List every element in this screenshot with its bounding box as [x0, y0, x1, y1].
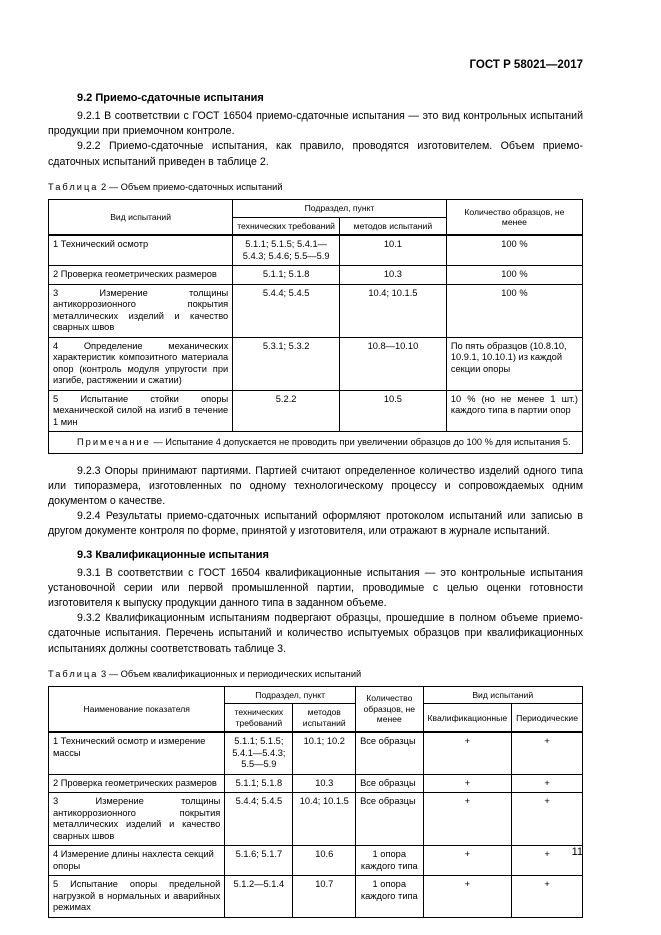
table-cell-req: 5.1.1; 5.1.8 — [233, 266, 340, 285]
table-cell-method: 10.3 — [293, 774, 356, 793]
table-row — [49, 774, 583, 793]
table-3-header-samples: Количество образцов, не менее — [356, 686, 423, 732]
table-2-header-subsection: Подраздел, пункт — [233, 200, 447, 218]
table-2-caption — [48, 180, 583, 195]
table-row — [49, 284, 583, 337]
paragraph-9-2-1: 9.2.1 В соответствии с ГОСТ 16504 приемо-сдаточные испытания — это вид контрольных испытаний продукции при приемочном контроле. — [48, 110, 583, 138]
table-row — [49, 876, 583, 918]
table-cell-periodic: + — [512, 876, 583, 918]
table-2-header-samples: Количество образцов, не менее — [446, 200, 582, 236]
table-row — [49, 235, 583, 266]
table-cell-qty: 1 опора каждого типа — [356, 846, 423, 876]
table-cell-qty: По пять образцов (10.8.10, 10.9.1, 10.10.1) из каждой секции опоры — [446, 337, 582, 390]
table-row — [49, 337, 583, 390]
table-cell-qualification: + — [423, 876, 512, 918]
table-cell-name: 3 Измерение толщины антикоррозионного покрытия металлических изделий и качество сварных швов — [49, 284, 233, 337]
table-cell-qty: 10 % (но не менее 1 шт.) каждого типа в партии опор — [446, 390, 582, 432]
table-3-caption-word: Таблица — [48, 668, 99, 679]
table-cell-name: 4 Измерение длины нахлеста секций опоры — [49, 846, 225, 876]
page-content — [48, 91, 583, 918]
table-cell-name: 3 Измерение толщины антикоррозионного покрытия металлических изделий и качество сварных швов — [49, 793, 225, 846]
table-cell-qualification: + — [423, 774, 512, 793]
table-cell-periodic: + — [512, 732, 583, 774]
paragraph-9-2-3: 9.2.3 Опоры принимают партиями. Партией считают определенное количество изделий одного типа или типоразмера, изготовленных по одному технологическому процессу и сопровождаемых одним документом о качестве. — [48, 464, 583, 507]
table-3-caption-text: 3 — Объем квалификационных и периодических испытаний — [98, 668, 362, 679]
paragraph-9-3-2: 9.3.2 Квалификационным испытаниям подвергают образцы, прошедшие в полном объеме приемо-сдаточные испытания. Перечень испытаний и количество испытуемых образцов при квалификационных испытаниях должны соответствовать таблице 3. — [48, 612, 583, 655]
table-3-header-tech-req: технических требований — [225, 704, 293, 733]
table-cell-name: 5 Испытание опоры предельной нагрузкой в нормальных и аварийных режимах — [49, 876, 225, 918]
table-cell-qty: Все образцы — [356, 774, 423, 793]
table-cell-req: 5.1.2—5.1.4 — [225, 876, 293, 918]
table-cell-name: 1 Технический осмотр и измерение массы — [49, 732, 225, 774]
document-id: ГОСТ Р 58021—2017 — [469, 59, 583, 71]
table-cell-req: 5.4.4; 5.4.5 — [233, 284, 340, 337]
table-cell-name: 2 Проверка геометрических размеров — [49, 774, 225, 793]
table-row — [49, 266, 583, 285]
table-cell-qty: Все образцы — [356, 732, 423, 774]
table-cell-qty: 100 % — [446, 235, 582, 266]
table-2-note — [49, 432, 583, 454]
section-heading-9-3: 9.3 Квалификационные испытания — [77, 548, 269, 561]
table-cell-req: 5.1.6; 5.1.7 — [225, 846, 293, 876]
table-cell-name: 5 Испытание стойки опоры механической силой на изгиб в течение 1 мин — [49, 390, 233, 432]
table-3-header-indicator: Наименование показателя — [49, 686, 225, 732]
table-3-header-qualification: Квалификационные — [423, 704, 512, 733]
table-cell-name: 4 Определение механических характеристик композитного материала опор (контроль модуля упругости при изгибе, растяжении и сжатии) — [49, 337, 233, 390]
table-2-caption-text: 2 — Объем приемо-сдаточных испытаний — [98, 181, 283, 192]
table-cell-method: 10.7 — [293, 876, 356, 918]
table-cell-periodic: + — [512, 774, 583, 793]
table-3-header-test-methods: методов испытаний — [293, 704, 356, 733]
table-cell-qty: 100 % — [446, 266, 582, 285]
section-heading-9-2: 9.2 Приемо-сдаточные испытания — [77, 92, 264, 104]
table-cell-method: 10.3 — [340, 266, 447, 285]
table-cell-qty: 1 опора каждого типа — [356, 876, 423, 918]
table-2-header-test-methods: методов испытаний — [340, 217, 447, 235]
table-3-header-periodic: Периодические — [512, 704, 583, 733]
table-row — [49, 732, 583, 774]
table-cell-method: 10.4; 10.1.5 — [340, 284, 447, 337]
table-row — [49, 390, 583, 432]
table-cell-periodic: + — [512, 846, 583, 876]
table-cell-method: 10.1 — [340, 235, 447, 266]
table-cell-method: 10.1; 10.2 — [293, 732, 356, 774]
table-2 — [48, 199, 583, 454]
table-cell-method: 10.5 — [340, 390, 447, 432]
table-cell-qualification: + — [423, 793, 512, 846]
table-row — [49, 793, 583, 846]
table-cell-qualification: + — [423, 732, 512, 774]
table-cell-method: 10.6 — [293, 846, 356, 876]
table-cell-name: 2 Проверка геометрических размеров — [49, 266, 233, 285]
paragraph-9-3-1: 9.3.1 В соответствии с ГОСТ 16504 квалификационные испытания — это контрольные испытания установочной серии или первой промышленной партии, проводимые с целью оценки готовности изготовителя к выпуску продукции данного типа в заданном объеме. — [48, 566, 583, 609]
table-2-note-word: Примечание — [77, 437, 151, 448]
table-3-header-test-type: Вид испытаний — [423, 686, 583, 704]
table-3-caption — [48, 667, 583, 682]
table-3 — [48, 686, 583, 918]
table-3-header-subsection: Подраздел, пункт — [225, 686, 356, 704]
paragraph-9-2-2: 9.2.2 Приемо-сдаточные испытания, как правило, проводятся изготовителем. Объем приемо-сдаточных испытаний приведен в таблице 2. — [48, 140, 583, 168]
table-cell-qualification: + — [423, 846, 512, 876]
table-2-note-text: — Испытание 4 допускается не проводить при увеличении образцов до 100 % для испытания 5. — [150, 437, 571, 448]
paragraph-9-2-4: 9.2.4 Результаты приемо-сдаточных испытаний оформляют протоколом испытаний или записью в другом документе контроля по форме, принятой у изготовителя, или отражают в журнале испытаний. — [48, 510, 583, 538]
table-cell-req: 5.4.4; 5.4.5 — [225, 793, 293, 846]
table-cell-periodic: + — [512, 793, 583, 846]
table-2-header-test-type: Вид испытаний — [49, 200, 233, 236]
table-cell-method: 10.4; 10.1.5 — [293, 793, 356, 846]
table-2-caption-word: Таблица — [48, 181, 99, 192]
table-cell-req: 5.1.1; 5.1.5; 5.4.1—5.4.3; 5.5—5.9 — [225, 732, 293, 774]
table-cell-req: 5.1.1; 5.1.8 — [225, 774, 293, 793]
table-cell-name: 1 Технический осмотр — [49, 235, 233, 266]
table-row — [49, 846, 583, 876]
table-cell-qty: 100 % — [446, 284, 582, 337]
page-number: 11 — [571, 846, 583, 858]
table-2-header-tech-req: технических требований — [233, 217, 340, 235]
table-cell-req: 5.1.1; 5.1.5; 5.4.1— 5.4.3; 5.4.6; 5.5—5.9 — [233, 235, 340, 266]
table-cell-req: 5.3.1; 5.3.2 — [233, 337, 340, 390]
table-cell-method: 10.8—10.10 — [340, 337, 447, 390]
table-cell-req: 5.2.2 — [233, 390, 340, 432]
table-cell-qty: Все образцы — [356, 793, 423, 846]
